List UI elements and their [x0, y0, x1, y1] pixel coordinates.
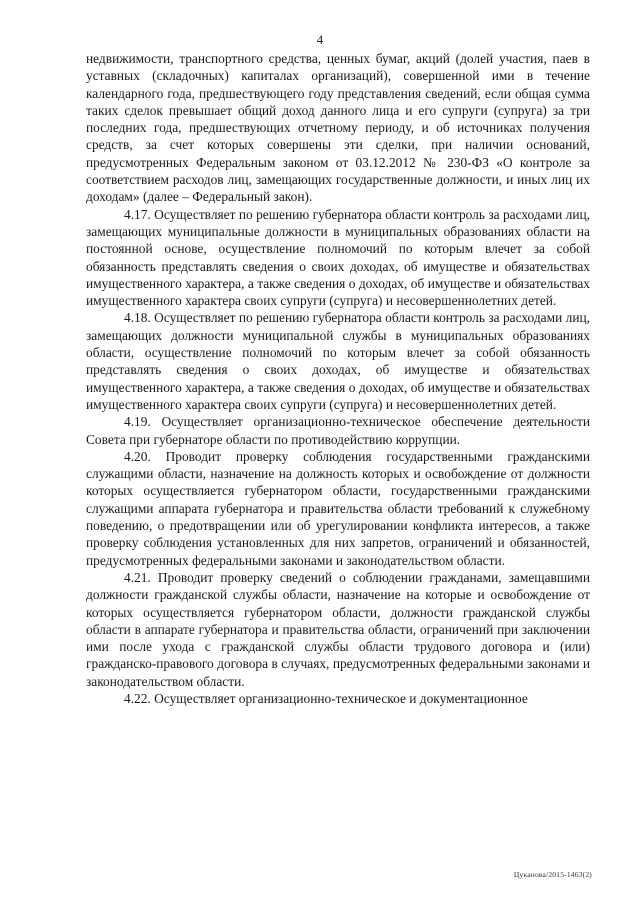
- paragraph-4-22: 4.22. Осуществляет организационно-техническое и документационное: [124, 690, 528, 706]
- paragraph-4-20: 4.20. Проводит проверку соблюдения государственными гражданскими служащими области, назначение на должность которых и освобождение от должности которых осуществляется губернатором области, государственными гражданскими служащими аппарата губернатора и правительства области требований к служебному поведению, о предотвращении или об урегулировании конфликта интересов, а также проверку соблюдения установленных для них запретов, ограничений и обязанностей, предусмотренных федеральными законами и законодательством области.: [86, 448, 590, 568]
- paragraph-4-21: 4.21. Проводит проверку сведений о соблюдении гражданами, замещавшими должности гражданской службы области, назначение на которые и освобождение от которых осуществляется губернатором области, должности гражданской службы области в аппарате губернатора и правительства области, ограничений при заключении ими после ухода с гражданской службы области трудового договора и (или) гражданско-правового договора в случаях, предусмотренных федеральными законами и законодательством области.: [86, 569, 590, 689]
- paragraph-4-17: 4.17. Осуществляет по решению губернатора области контроль за расходами лиц, замещающих муниципальные должности в муниципальных образованиях области на постоянной основе, осуществление полномочий по которым влечет за собой обязанность представлять сведения о своих доходах, об имуществе и обязательствах имущественного характера, а также сведения о доходах, об имуществе и обязательствах имущественного характера своих супруги (супруга) и несовершеннолетних детей.: [86, 206, 590, 309]
- paragraph-4-19: 4.19. Осуществляет организационно-техническое обеспечение деятельности Совета при губернаторе области по противодействию коррупции.: [86, 414, 590, 447]
- document-body: [86, 50, 590, 707]
- page-number: 4: [316, 32, 324, 47]
- document-footer-code: Цуканова/2015-1463(2): [513, 870, 592, 879]
- paragraph-continuation: недвижимости, транспортного средства, ценных бумаг, акций (долей участия, паев в уставных (складочных) капиталах организаций), совершенной ими в течение календарного года, предшествующего году представления сведений, если общая сумма таких сделок превышает общий доход данного лица и его супруги (супруга) за три последних года, предшествующих отчетному периоду, и об источниках получения средств, за счет которых совершены эти сделки, при наличии оснований, предусмотренных Федеральным законом от 03.12.2012 № 230-ФЗ «О контроле за соответствием расходов лиц, замещающих государственные должности, и иных лиц их доходам» (далее – Федеральный закон).: [86, 51, 590, 205]
- paragraph-4-18: 4.18. Осуществляет по решению губернатора области контроль за расходами лиц, замещающих должности муниципальной службы в муниципальных образованиях области, осуществление полномочий по которым влечет за собой обязанность представлять сведения о своих доходах, об имуществе и обязательствах имущественного характера, а также сведения о доходах, об имуществе и обязательствах имущественного характера своих супруги (супруга) и несовершеннолетних детей.: [86, 310, 590, 412]
